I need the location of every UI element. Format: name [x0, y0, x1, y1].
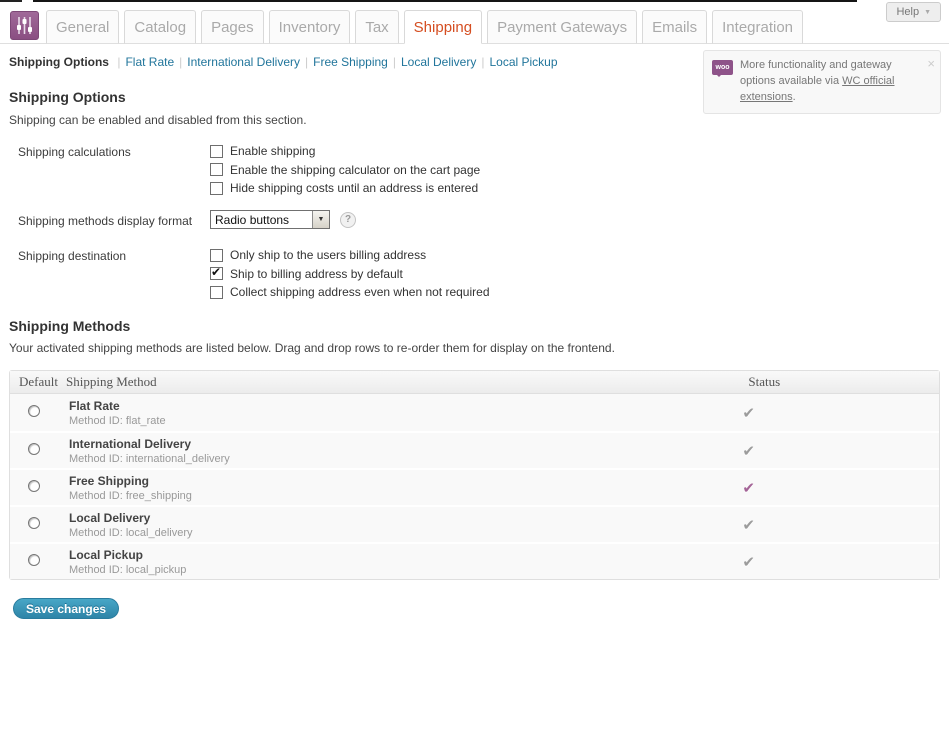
checkbox-label: Ship to billing address by default [230, 266, 403, 281]
checkbox-unchecked[interactable] [210, 163, 223, 176]
shipping-calculations-options [210, 142, 480, 198]
checkbox-label: Collect shipping address even when not required [230, 285, 490, 300]
status-enabled-check-icon: ✔ [742, 479, 755, 497]
shipping-options-heading: Shipping Options [9, 89, 126, 105]
wc-extensions-link[interactable]: WC official extensions [740, 74, 895, 103]
default-radio[interactable] [28, 517, 40, 529]
tab-tax[interactable]: Tax [355, 10, 398, 44]
tab-integration[interactable]: Integration [712, 10, 803, 44]
subnav-separator: | [392, 55, 396, 69]
method-id: Method ID: local_pickup [68, 563, 187, 576]
subnav-link-local-delivery[interactable]: Local Delivery [400, 55, 477, 69]
notice-text: More functionality and gateway options available via [740, 59, 892, 87]
method-name: Local Pickup [68, 547, 144, 562]
tab-pages[interactable]: Pages [201, 10, 264, 44]
status-disabled-check-icon: ✔ [742, 404, 755, 422]
checkbox-label: Enable shipping [230, 144, 316, 159]
tab-emails[interactable]: Emails [642, 10, 707, 44]
method-name: Free Shipping [68, 473, 149, 488]
default-cell [10, 431, 58, 468]
checkbox-option-ship-to-billing-address-by-default[interactable] [210, 265, 490, 284]
default-cell [10, 542, 58, 579]
dropdown-arrow-icon[interactable]: ▼ [312, 211, 329, 228]
notice-suffix: . [792, 90, 796, 103]
table-row-international-delivery[interactable] [10, 431, 939, 468]
save-changes-button[interactable]: Save changes [13, 598, 119, 619]
status-cell [740, 468, 939, 505]
checkbox-unchecked[interactable] [210, 286, 223, 299]
checkbox-option-enable-the-shipping-calculator-on-the-cart-page[interactable] [210, 161, 480, 180]
method-name: Flat Rate [68, 398, 120, 413]
status-cell [740, 542, 939, 579]
subnav-separator: | [117, 55, 121, 69]
tab-inventory[interactable]: Inventory [269, 10, 351, 44]
method-id: Method ID: free_shipping [68, 489, 192, 502]
checkbox-checked[interactable] [210, 267, 223, 280]
table-header-row [10, 371, 939, 394]
shipping-subnav [9, 55, 558, 69]
checkbox-label: Enable the shipping calculator on the cart page [230, 162, 481, 177]
display-format-selected-value: Radio buttons [215, 212, 290, 227]
table-row-local-pickup[interactable] [10, 542, 939, 579]
default-cell [10, 468, 58, 505]
table-row-flat-rate[interactable] [10, 394, 939, 431]
method-id: Method ID: local_delivery [68, 526, 193, 539]
method-id: Method ID: international_delivery [68, 452, 230, 465]
checkbox-option-hide-shipping-costs-until-an-address-is-entered[interactable] [210, 179, 480, 198]
checkbox-label: Only ship to the users billing address [230, 248, 427, 263]
display-format-label: Shipping methods display format [18, 214, 193, 228]
checkbox-option-collect-shipping-address-even-when-not-required[interactable] [210, 283, 490, 302]
woo-badge-icon: woo [712, 60, 733, 75]
shipping-methods-heading: Shipping Methods [9, 318, 131, 334]
shipping-options-description: Shipping can be enabled and disabled from this section. [9, 113, 307, 127]
subnav-separator: | [305, 55, 309, 69]
shipping-calculations-label: Shipping calculations [18, 145, 131, 159]
shipping-destination-label: Shipping destination [18, 249, 127, 263]
tab-shipping[interactable]: Shipping [404, 10, 482, 44]
subnav-separator: | [481, 55, 485, 69]
default-radio[interactable] [28, 443, 40, 455]
check-icon: ✔ [211, 265, 222, 280]
tab-general[interactable]: General [46, 10, 119, 44]
checkbox-option-only-ship-to-the-users-billing-address[interactable] [210, 246, 490, 265]
subnav-link-international-delivery[interactable]: International Delivery [187, 55, 300, 69]
tabs-container [46, 10, 808, 44]
checkbox-unchecked[interactable] [210, 182, 223, 195]
settings-tab-bar [0, 0, 949, 44]
default-cell [10, 394, 58, 431]
method-cell [58, 468, 740, 505]
method-cell [58, 394, 740, 431]
method-name: Local Delivery [68, 510, 151, 525]
tab-catalog[interactable]: Catalog [124, 10, 196, 44]
wc-extensions-notice [703, 50, 941, 114]
default-radio[interactable] [28, 554, 40, 566]
shipping-methods-table [9, 370, 940, 580]
checkbox-unchecked[interactable] [210, 249, 223, 262]
status-disabled-check-icon: ✔ [742, 516, 755, 534]
status-cell [740, 431, 939, 468]
table-row-local-delivery[interactable] [10, 505, 939, 542]
method-name: International Delivery [68, 436, 192, 451]
tab-payment-gateways[interactable]: Payment Gateways [487, 10, 637, 44]
display-format-select[interactable] [210, 210, 330, 229]
settings-sliders-icon [10, 11, 39, 40]
column-header-default: Default [10, 371, 58, 394]
help-label: Help [896, 6, 920, 18]
column-header-shipping-method: Shipping Method [58, 371, 740, 394]
help-tip-icon[interactable]: ? [340, 212, 356, 228]
table-row-free-shipping[interactable] [10, 468, 939, 505]
shipping-destination-options [210, 246, 490, 302]
status-disabled-check-icon: ✔ [742, 553, 755, 571]
subnav-link-local-pickup[interactable]: Local Pickup [489, 55, 558, 69]
chevron-down-icon: ▼ [924, 8, 931, 16]
method-cell [58, 542, 740, 579]
method-cell [58, 431, 740, 468]
subnav-link-flat-rate[interactable]: Flat Rate [125, 55, 175, 69]
method-cell [58, 505, 740, 542]
default-cell [10, 505, 58, 542]
status-disabled-check-icon: ✔ [742, 442, 755, 460]
default-radio[interactable] [28, 405, 40, 417]
status-cell [740, 394, 939, 431]
subnav-separator: | [179, 55, 183, 69]
subnav-link-free-shipping[interactable]: Free Shipping [313, 55, 388, 69]
status-cell [740, 505, 939, 542]
checkbox-option-enable-shipping[interactable] [210, 142, 480, 161]
subnav-item-shipping-options[interactable]: Shipping Options [9, 55, 109, 69]
close-icon[interactable]: × [927, 56, 935, 71]
shipping-methods-description: Your activated shipping methods are listed below. Drag and drop rows to re-order them for display on the frontend. [9, 341, 615, 355]
checkbox-label: Hide shipping costs until an address is entered [230, 181, 479, 196]
checkbox-unchecked[interactable] [210, 145, 223, 158]
column-header-status: Status [740, 371, 939, 394]
method-id: Method ID: flat_rate [68, 414, 166, 427]
default-radio[interactable] [28, 480, 40, 492]
